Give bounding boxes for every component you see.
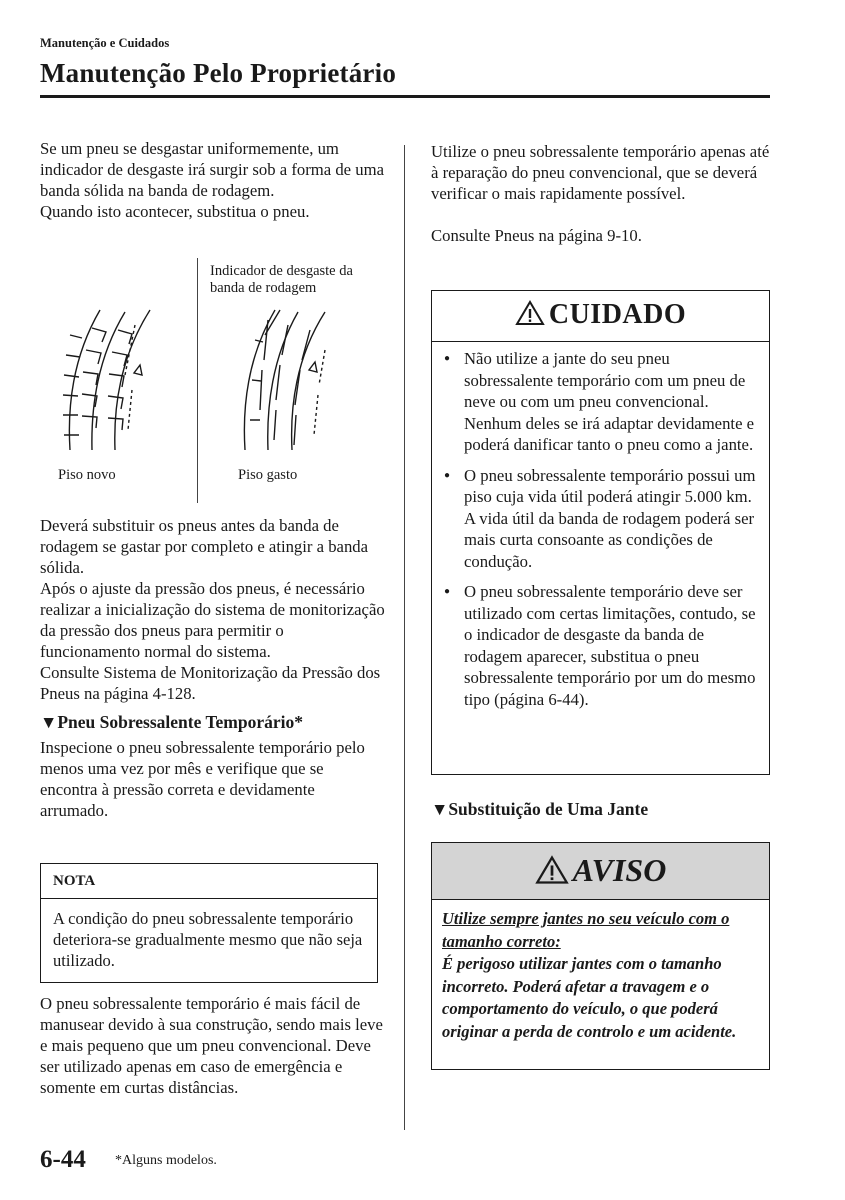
wear-indicator-callout: Indicador de desgaste da banda de rodagem: [210, 263, 353, 296]
warning-triangle-icon: [535, 855, 569, 885]
warning-header: [432, 843, 769, 900]
right-column: [431, 141, 771, 246]
warning-box: [431, 842, 770, 1070]
worn-tread-label: Piso gasto: [238, 467, 298, 483]
warning-lead: Utilize sempre jantes no seu veículo com o tamanho correto:: [442, 909, 730, 951]
caution-item: ● O pneu sobressalente temporário possui um piso cuja vida útil poderá atingir 5.000 km. A vida útil da banda de rodagem poderá ser mais curta consoante as condições de condução.: [464, 465, 759, 573]
tread-wear-figure: [40, 290, 380, 460]
spare-tire-heading: ▼Pneu Sobressalente Temporário*: [40, 712, 303, 732]
page-title: Manutenção Pelo Proprietário: [40, 58, 397, 88]
column-divider: [404, 145, 405, 1130]
tpms-paragraph: Após o ajuste da pressão dos pneus, é necessário realizar a inicialização do sistema de monitorização da pressão dos pneus para permitir o funcionamento normal do sistema.: [40, 579, 385, 661]
caution-item: ● O pneu sobressalente temporário deve ser utilizado com certas limitações, contudo, se o indicador de desgaste da banda de rodagem aparecer, substitua o pneu sobressalente temporário por um do mesmo tipo (página 6-44).: [464, 581, 759, 710]
caution-box: [431, 290, 770, 775]
spare-inspect-paragraph: Inspecione o pneu sobressalente temporário pelo menos uma vez por mês e verifique que se encontra à pressão correta e devidamente arrumado.: [40, 738, 365, 820]
caution-item: ● Não utilize a jante do seu pneu sobressalente temporário com um pneu de neve ou com um pneu convencional. Nenhum deles se irá adaptar devidamente e poderá danificar tanto o pneu como a jante.: [464, 348, 759, 456]
worn-tread-drawing: [244, 310, 325, 450]
note-title: NOTA: [41, 864, 377, 899]
caution-list: [432, 342, 769, 727]
wheel-replacement-heading: ▼Substituição de Uma Jante: [431, 799, 649, 819]
note-text: A condição do pneu sobressalente temporário deteriora-se gradualmente mesmo que não seja utilizado.: [53, 909, 363, 970]
warning-triangle-icon: [515, 300, 545, 326]
left-column-end: [40, 993, 385, 1098]
caution-header: [432, 291, 769, 342]
tpms-reference: Consulte Sistema de Monitorização da Pressão dos Pneus na página 4-128.: [40, 663, 381, 703]
new-tread-label: Piso novo: [58, 467, 116, 483]
footnote: *Alguns modelos.: [115, 1153, 217, 1168]
title-rule: [40, 95, 770, 98]
spare-usage-paragraph: O pneu sobressalente temporário é mais fácil de manusear devido à sua construção, sendo mais leve e mais pequeno que um pneu convencional. Deve ser utilizado apenas em caso de emergência e somente em curtas distâncias.: [40, 994, 383, 1097]
intro-paragraph: Se um pneu se desgastar uniformemente, um indicador de desgaste irá surgir sob a forma de uma banda sólida na banda de rodagem.: [40, 139, 384, 200]
caution-title: CUIDADO: [548, 299, 687, 330]
warning-title: AVISO: [572, 852, 667, 888]
left-column: [40, 138, 385, 222]
page-number: 6-44: [40, 1146, 86, 1173]
section-label: Manutenção e Cuidados: [40, 36, 170, 50]
note-box: [40, 863, 378, 983]
warning-text: É perigoso utilizar jantes com o tamanho incorreto. Poderá afetar a travagem e o comportamento do veículo, o que poderá originar a perda de controlo e um acidente.: [442, 954, 737, 1041]
replace-before-paragraph: Deverá substituir os pneus antes da banda de rodagem se gastar por completo e atingir a banda sólida.: [40, 516, 369, 577]
temporary-use-paragraph: Utilize o pneu sobressalente temporário apenas até à reparação do pneu convencional, que se deverá verificar o mais rapidamente possível.: [431, 142, 770, 203]
warning-body: [432, 900, 769, 1051]
left-column-lower: [40, 515, 385, 821]
tires-reference: Consulte Pneus na página 9-10.: [431, 226, 642, 245]
replace-tire-paragraph: Quando isto acontecer, substitua o pneu.: [40, 202, 310, 221]
new-tread-drawing: [63, 310, 150, 450]
